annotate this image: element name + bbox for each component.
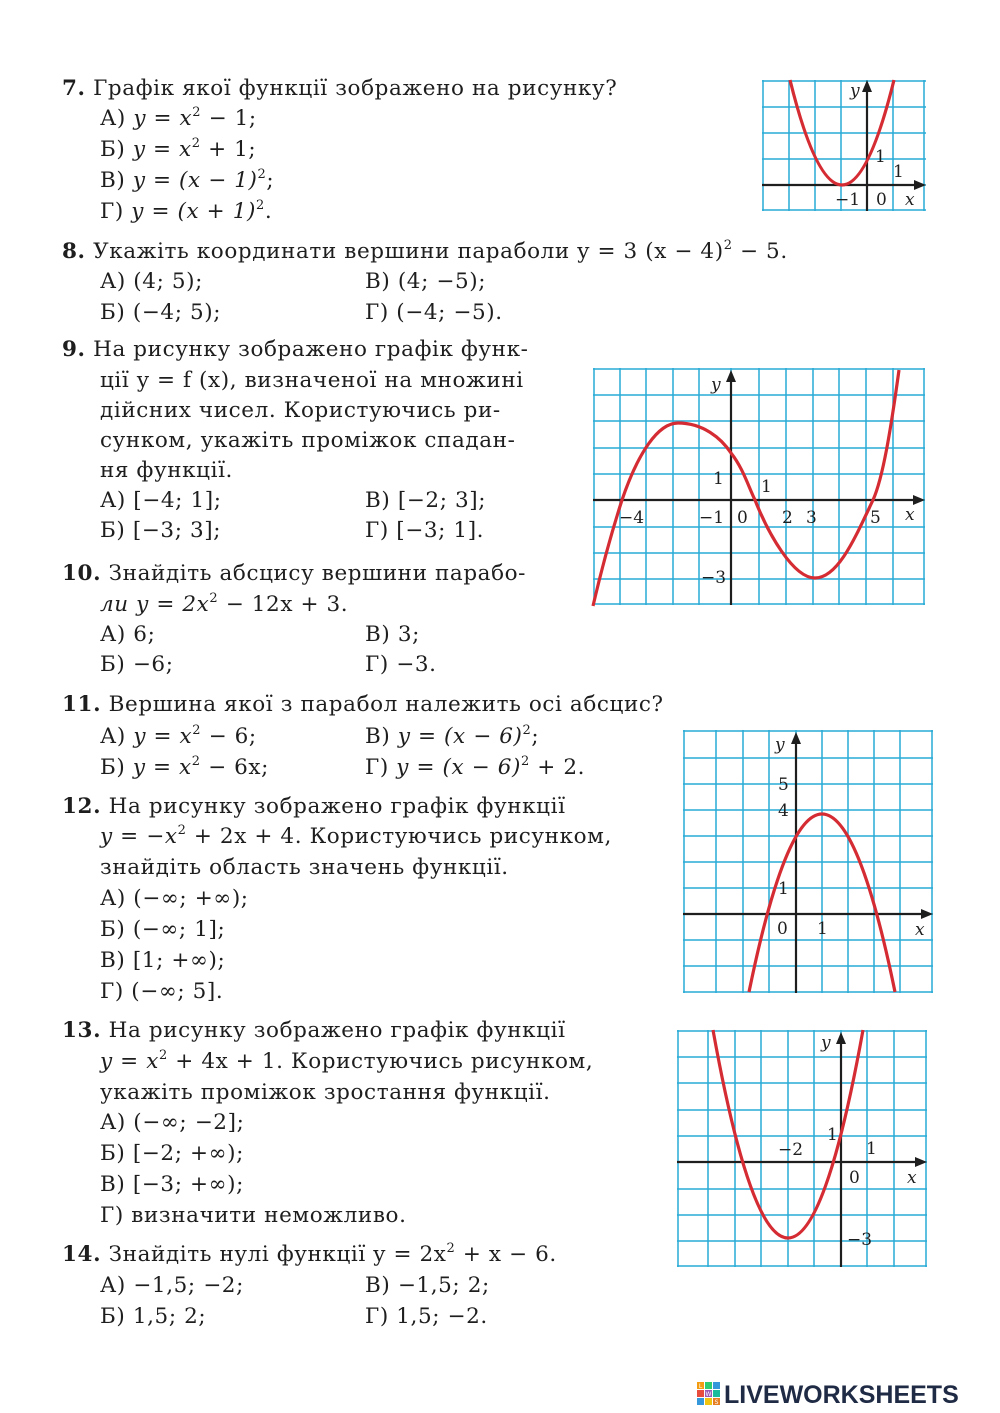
q7-option-a[interactable]: А) $y = x^2 - 1$;	[100, 105, 257, 131]
q9-line-1: 9. На рисунку зображено графік функ-	[62, 337, 529, 362]
q13-option-b[interactable]: Б) [−2; +∞);	[100, 1141, 244, 1166]
x-axis-arrow	[921, 909, 933, 919]
q13-line-1: 13. На рисунку зображено графік функції	[62, 1018, 566, 1043]
graph-q9	[593, 368, 929, 606]
tick-label-y1: 1	[827, 1125, 838, 1145]
grid	[683, 730, 933, 993]
q12-line-1: 12. На рисунку зображено графік функції	[62, 794, 566, 819]
q13-line-2: $y = x^2 + 4x + 1$. Користуючись рисунком,	[100, 1048, 594, 1074]
q7-option-b[interactable]: Б) $y = x^2 + 1$;	[100, 136, 257, 162]
logo-square-blue	[713, 1382, 720, 1389]
function-curve	[593, 370, 899, 606]
q11-option-b[interactable]: Б) $y = x^2 - 6x$;	[100, 754, 270, 780]
q12-option-d[interactable]: Г) (−∞; 5].	[100, 979, 224, 1004]
q9-option-a[interactable]: А) [−4; 1];	[100, 488, 222, 513]
tick-label-y1: 1	[875, 147, 886, 167]
logo-square-teal	[713, 1390, 720, 1397]
graph-q13	[677, 1030, 929, 1268]
tick-label-x1: 1	[817, 919, 828, 939]
tick-label-xm4: −4	[619, 508, 645, 528]
q10-option-c[interactable]: В) 3;	[365, 622, 420, 647]
graph-q12	[683, 730, 935, 994]
q7-title: 7. Графік якої функції зображено на рисунку?	[62, 76, 618, 101]
x-axis-label: x	[907, 1168, 917, 1188]
y-axis-label: y	[775, 735, 785, 755]
origin-label: 0	[849, 1168, 860, 1188]
q9-line-5: ня функції.	[100, 458, 233, 483]
q13-option-c[interactable]: В) [−3; +∞);	[100, 1172, 244, 1197]
q10-option-b[interactable]: Б) −6;	[100, 652, 174, 677]
q9-line-2: ції y = f (x), визначеної на множині	[100, 368, 524, 393]
y-axis-arrow	[791, 732, 801, 744]
q12-line-3: знайдіть область значень функції.	[100, 855, 509, 880]
x-axis-label: x	[905, 190, 915, 210]
q7-option-c[interactable]: В) $y = (x - 1)^2$;	[100, 167, 275, 193]
tick-label-x1: 1	[866, 1139, 877, 1159]
q13-line-3: укажіть проміжок зростання функції.	[100, 1080, 551, 1105]
tick-label-ym3: −3	[847, 1230, 873, 1250]
q10-line-2: ли $y = 2x^2 - 12x + 3$.	[100, 591, 349, 617]
origin-label: 0	[737, 508, 748, 528]
brand-text: LIVEWORKSHEETS	[724, 1381, 959, 1407]
q10-option-a[interactable]: А) 6;	[100, 622, 156, 647]
tick-label-x1: 1	[893, 162, 904, 182]
liveworksheets-logo[interactable]	[697, 1381, 997, 1407]
tick-label-y1: 1	[713, 469, 724, 489]
logo-square-yellow	[705, 1398, 712, 1405]
tick-label-xm1: −1	[835, 190, 861, 210]
y-axis-label: y	[711, 375, 721, 395]
q13-option-d[interactable]: Г) визначити неможливо.	[100, 1203, 407, 1228]
tick-label-y4: 4	[778, 801, 789, 821]
tick-label-x1: 1	[761, 477, 772, 497]
x-axis-label: x	[915, 920, 925, 940]
logo-square-green	[705, 1382, 712, 1389]
graph-q7	[762, 80, 928, 212]
logo-letter-l: L	[698, 1383, 703, 1390]
q9-option-c[interactable]: В) [−2; 3];	[365, 488, 487, 513]
logo-letter-w: W	[705, 1391, 712, 1398]
x-axis-label: x	[905, 505, 915, 525]
q12-option-b[interactable]: Б) (−∞; 1];	[100, 917, 226, 942]
tick-label-xm1: −1	[699, 508, 725, 528]
logo-square-blue-2	[697, 1398, 704, 1405]
q11-option-c[interactable]: В) $y = (x - 6)^2$;	[365, 723, 540, 749]
q12-line-2: $y = -x^2 + 2x + 4$. Користуючись рисунком,	[100, 823, 612, 849]
origin-label: 0	[777, 919, 788, 939]
q14-option-b[interactable]: Б) 1,5; 2;	[100, 1304, 207, 1329]
q13-option-a[interactable]: А) (−∞; −2];	[100, 1110, 245, 1135]
q11-title: 11. Вершина якої з парабол належить осі абсцис?	[62, 692, 664, 717]
q14-option-a[interactable]: А) −1,5; −2;	[100, 1273, 244, 1298]
tick-label-x3: 3	[806, 508, 817, 528]
q10-option-d[interactable]: Г) −3.	[365, 652, 437, 677]
logo-letter-s: S	[714, 1399, 719, 1406]
q11-option-a[interactable]: А) $y = x^2 - 6$;	[100, 723, 257, 749]
y-axis-arrow	[836, 1032, 846, 1044]
tick-label-x2: 2	[782, 508, 793, 528]
tick-label-x5: 5	[870, 508, 881, 528]
logo-square-red	[697, 1390, 704, 1397]
q14-option-d[interactable]: Г) 1,5; −2.	[365, 1304, 488, 1329]
origin-label: 0	[876, 190, 887, 210]
q8-option-b[interactable]: Б) (−4; 5);	[100, 300, 222, 325]
q9-option-b[interactable]: Б) [−3; 3];	[100, 518, 222, 543]
q8-option-a[interactable]: А) (4; 5);	[100, 269, 203, 294]
x-axis-arrow	[913, 495, 925, 505]
q7-option-d[interactable]: Г) $y = (x + 1)^2$.	[100, 198, 273, 224]
q14-option-c[interactable]: В) −1,5; 2;	[365, 1273, 490, 1298]
tick-label-y5: 5	[778, 775, 789, 795]
grid	[593, 368, 925, 605]
tick-label-xm2: −2	[778, 1140, 804, 1160]
q8-option-d[interactable]: Г) (−4; −5).	[365, 300, 503, 325]
y-axis-arrow	[862, 80, 872, 92]
q8-option-c[interactable]: В) (4; −5);	[365, 269, 487, 294]
q14-title: 14. Знайдіть нулі функції $y = 2x^2 + x - 6$.	[62, 1241, 557, 1267]
y-axis-arrow	[726, 370, 736, 382]
q10-line-1: 10. Знайдіть абсцису вершини парабо-	[62, 561, 527, 586]
q12-option-a[interactable]: А) (−∞; +∞);	[100, 886, 249, 911]
y-axis-label: y	[821, 1033, 831, 1053]
x-axis-arrow	[915, 1157, 927, 1167]
tick-label-ym3: −3	[701, 568, 727, 588]
tick-label-y1: 1	[778, 879, 789, 899]
q11-option-d[interactable]: Г) $y = (x - 6)^2 + 2$.	[365, 754, 586, 780]
q9-line-4: сунком, укажіть проміжок спадан-	[100, 428, 516, 453]
q12-option-c[interactable]: В) [1; +∞);	[100, 948, 226, 973]
q9-line-3: дійсних чисел. Користуючись ри-	[100, 398, 501, 423]
y-axis-label: y	[850, 81, 860, 101]
q9-option-d[interactable]: Г) [−3; 1].	[365, 518, 485, 543]
q8-title: 8. Укажіть координати вершини параболи y = 3 $(x - 4)^2 - 5$.	[62, 238, 788, 264]
